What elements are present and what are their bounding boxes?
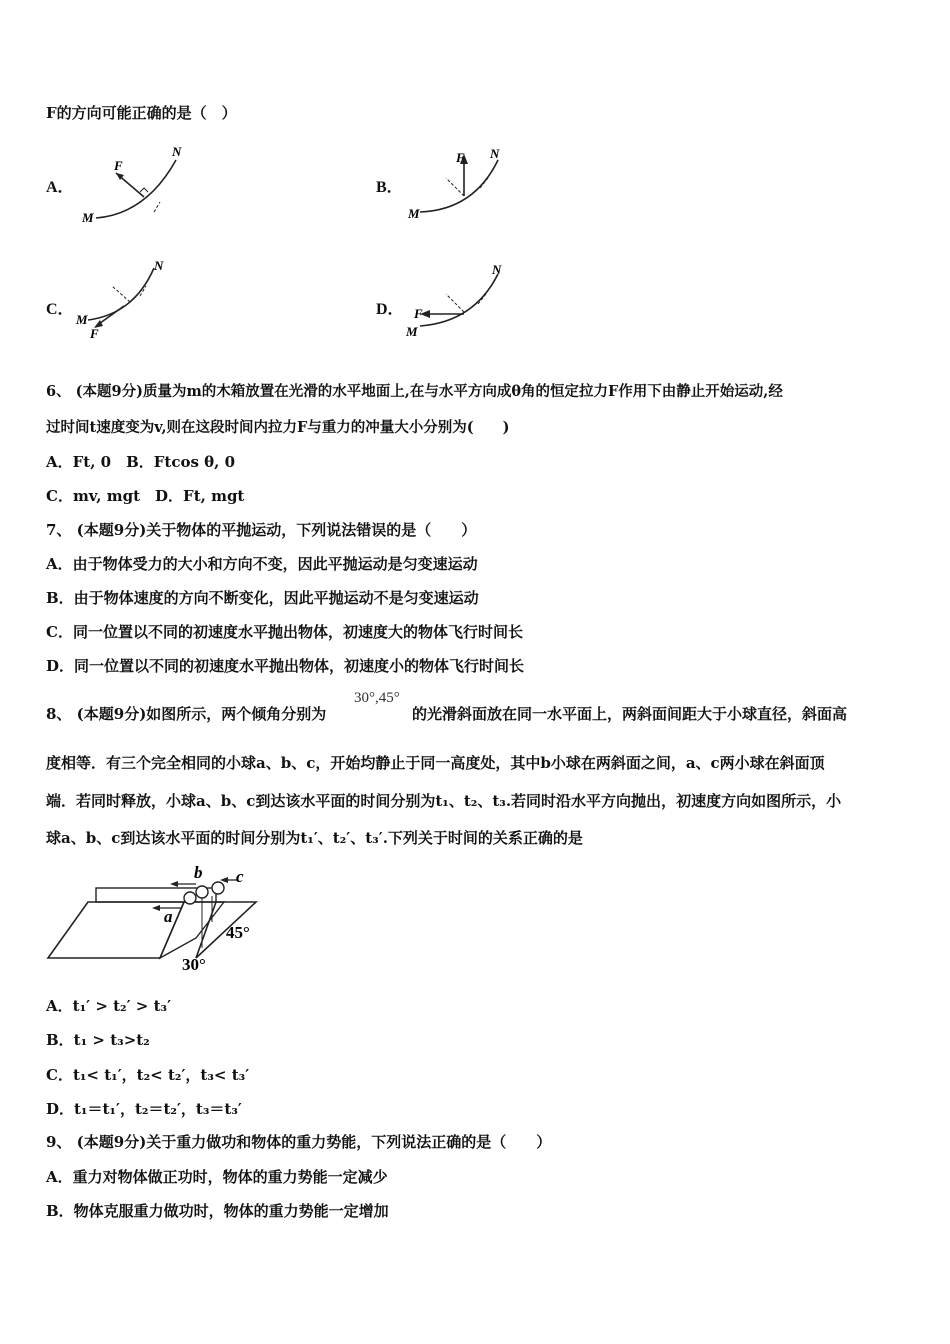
q5-option-a-figure [76, 140, 196, 230]
q5-option-d-figure [402, 256, 512, 346]
q7-option-c: C．同一位置以不同的初速度水平抛出物体，初速度大的物体飞行时间长 [46, 623, 523, 641]
q5-option-d-label: D． [376, 301, 404, 318]
q8-stem-line1-part2: 的光滑斜面放在同一水平面上，两斜面间距大于小球直径，斜面高 [412, 705, 848, 723]
label-f: F [414, 306, 423, 321]
q5-stem-tail: F的方向可能正确的是（ ） [46, 104, 237, 122]
tangent-dash [478, 294, 486, 304]
label-f: F [90, 326, 99, 341]
q5-option-b-figure [404, 140, 514, 230]
q6-options-ab: A．Ft, 0 B．Ftcos θ, 0 [46, 453, 236, 471]
q7-stem: 7、 (本题9分)关于物体的平抛运动，下列说法错误的是（ ） [46, 521, 477, 539]
q7-option-d: D．同一位置以不同的初速度水平抛出物体，初速度小的物体飞行时间长 [46, 657, 525, 675]
q8-option-d: D．t₁＝t₁′，t₂＝t₂′，t₃＝t₃′ [46, 1100, 242, 1118]
q5-option-a-label: A． [46, 179, 74, 196]
velocity-arrowhead-c [220, 877, 228, 883]
right-angle-mark [140, 188, 148, 192]
q5-option-b-label: B． [376, 179, 403, 196]
label-f: F [114, 158, 123, 173]
label-m: M [76, 312, 88, 327]
label-c: c [236, 867, 244, 886]
normal-dash [112, 286, 130, 302]
tangent-dash [154, 202, 160, 212]
label-n: N [154, 258, 164, 273]
label-n: N [492, 262, 502, 277]
velocity-arrowhead-a [152, 905, 160, 911]
q8-stem-line3: 端．若同时释放，小球a、b、c到达该水平面的时间分别为t₁、t₂、t₃.若同时沿水平方向抛出，初速度方向如图所示，小 [46, 792, 842, 810]
q8-option-c: C．t₁< t₁′，t₂< t₂′，t₃< t₃′ [46, 1066, 250, 1084]
q8-figure [44, 862, 274, 978]
trajectory-curve [96, 160, 176, 218]
label-f: F [456, 150, 465, 165]
q5-option-c-figure [74, 256, 174, 346]
velocity-arrowhead-b [170, 881, 178, 887]
q8-stem-line2: 度相等．有三个完全相同的小球a、b、c，开始均静止于同一高度处，其中b小球在两斜面之间，a、c两小球在斜面顶 [46, 754, 825, 772]
q6-stem-line1: 6、 (本题9分)质量为m的木箱放置在光滑的水平地面上,在与水平方向成θ角的恒定拉力F作用下由静止开始运动,经 [46, 383, 783, 400]
label-n: N [172, 144, 182, 159]
q7-option-a: A．由于物体受力的大小和方向不变，因此平抛运动是匀变速运动 [46, 555, 478, 573]
q9-option-a: A．重力对物体做正功时，物体的重力势能一定减少 [46, 1168, 388, 1186]
q7-option-b: B．由于物体速度的方向不断变化，因此平抛运动不是匀变速运动 [46, 589, 479, 607]
q6-options-cd: C．mv, mgt D．Ft, mgt [46, 487, 245, 505]
normal-dash [446, 294, 464, 312]
label-m: M [408, 206, 420, 221]
q8-stem-line4: 球a、b、c到达该水平面的时间分别为t₁′、t₂′、t₃′.下列关于时间的关系正确的是 [46, 829, 583, 847]
q8-option-b: B．t₁ > t₃>t₂ [46, 1031, 150, 1049]
angle-label-45: 45° [226, 923, 250, 942]
ball-b [196, 886, 208, 898]
angle-label-30: 30° [182, 955, 206, 974]
label-m: M [82, 210, 94, 225]
q6-stem-line2: 过时间t速度变为v,则在这段时间内拉力F与重力的冲量大小分别为( ) [46, 419, 510, 436]
label-m: M [406, 324, 418, 339]
q9-option-b: B．物体克服重力做功时，物体的重力势能一定增加 [46, 1202, 389, 1220]
q5-option-c-label: C． [46, 301, 74, 318]
q8-inline-angles: 30°,45° [354, 690, 400, 706]
ball-c [212, 882, 224, 894]
q9-stem: 9、 (本题9分)关于重力做功和物体的重力势能，下列说法正确的是（ ） [46, 1133, 552, 1151]
ball-a [184, 892, 196, 904]
tangent-dash [480, 178, 488, 188]
trajectory-curve [420, 160, 498, 212]
q8-stem-line1-part1: 8、 (本题9分)如图所示，两个倾角分别为 [46, 705, 327, 723]
label-n: N [490, 146, 500, 161]
normal-dash [446, 178, 464, 196]
q8-option-a: A．t₁′ > t₂′ > t₃′ [46, 997, 172, 1015]
trajectory-curve [420, 274, 498, 326]
label-b: b [194, 863, 203, 882]
label-a: a [164, 907, 173, 926]
